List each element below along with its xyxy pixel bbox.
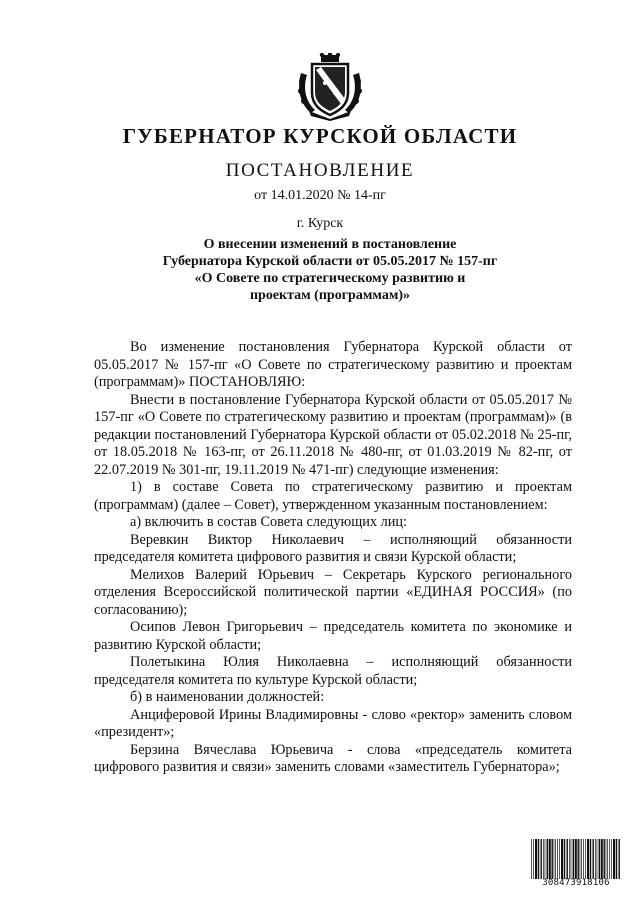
barcode-bar [567, 839, 568, 879]
barcode-bar [585, 839, 586, 879]
body-paragraph: Внести в постановление Губернатора Курской области от 05.05.2017 № 157-пг «О Совете по стратегическому развитию и проектам (программам)» (в редакции постановлений Губернатора Курской области от 05.02.2018 № 25-пг, от 18.05.2018 № 163-пг, от 26.11.2018 № 480-пг, от 01.03.2019 № 82-пг, от 22.07.2019 № 301-пг, 19.11.2019 № 471-пг) следующие изменения: [94, 391, 572, 478]
barcode-bar [597, 839, 598, 879]
heading-line: «О Совете по стратегическому развитию и [194, 271, 466, 286]
heading-line: проектам (программам)» [249, 288, 411, 303]
document-barcode [530, 839, 622, 879]
barcode-bar [573, 839, 574, 879]
body-paragraph: Полетыкина Юлия Николаевна – исполняющий обязанности председателя комитета по культуре Курской области; [94, 654, 572, 688]
barcode-bar [557, 839, 558, 879]
heading-line: О внесении изменений в постановление [203, 237, 457, 252]
barcode-number: 308473918106 [542, 878, 610, 888]
heading-line: Губернатора Курской области от 05.05.2017 № 157-пг [162, 254, 498, 269]
barcode-bar [581, 839, 582, 879]
barcode-bar [607, 839, 608, 879]
barcode-bar [604, 839, 605, 879]
barcode-bar [535, 839, 537, 879]
barcode-bar [543, 839, 544, 879]
barcode-bar [545, 839, 546, 879]
barcode-bar [583, 839, 584, 879]
barcode-bar [569, 839, 570, 879]
document-type: ПОСТАНОВЛЕНИЕ [225, 160, 415, 181]
document-heading [100, 236, 560, 304]
barcode-bar [555, 839, 556, 879]
body-paragraph: б) в наименовании должностей: [130, 689, 325, 705]
barcode-bar [554, 839, 555, 879]
document-city: г. Курск [296, 216, 344, 231]
barcode-bar [541, 839, 542, 879]
body-paragraph: Веревкин Виктор Николаевич – исполняющий обязанности председателя комитета цифрового развития и связи Курской области; [94, 531, 572, 565]
barcode-bar [616, 839, 617, 879]
barcode-bar [575, 839, 577, 879]
body-paragraph: Мелихов Валерий Юрьевич – Секретарь Курского регионального отделения Всероссийской политической партии «ЕДИНАЯ РОССИЯ» (по согласованию); [94, 566, 572, 618]
body-paragraph: Осипов Левон Григорьевич – председатель комитета по экономике и развитию Курской области; [94, 619, 572, 653]
barcode-bar [578, 839, 579, 879]
issuing-authority: ГУБЕРНАТОР КУРСКОЙ ОБЛАСТИ [122, 124, 518, 148]
barcode-bar [609, 839, 610, 879]
barcode-bar [533, 839, 534, 879]
body-paragraph: Берзина Вячеслава Юрьевича - слова «председатель комитета цифрового развития и связи» заменить словами «заместитель Губернатора»; [94, 741, 572, 775]
barcode-bar [590, 839, 591, 879]
document-body [94, 339, 572, 777]
barcode-bar [561, 839, 563, 879]
barcode-bar [613, 839, 615, 879]
barcode-bar [619, 839, 620, 879]
document-date-number: от 14.01.2020 № 14-пг [254, 188, 386, 203]
body-paragraph: Во изменение постановления Губернатора Курской области от 05.05.2017 № 157-пг «О Совете по стратегическому развитию и проектам (программам)» ПОСТАНОВЛЯЮ: [94, 339, 572, 390]
barcode-bar [547, 839, 548, 879]
barcode-bar [531, 839, 532, 879]
barcode-bar [595, 839, 596, 879]
barcode-bar [571, 839, 572, 879]
barcode-bar [606, 839, 607, 879]
barcode-bar [587, 839, 589, 879]
barcode-bar [593, 839, 594, 879]
body-paragraph: а) включить в состав Совета следующих лиц: [130, 514, 408, 530]
barcode-bar [552, 839, 553, 879]
body-paragraph: 1) в составе Совета по стратегическому развитию и проектам (программам) (далее – Совет), утвержденном указанным постановлением: [94, 479, 572, 513]
barcode-bar [599, 839, 600, 879]
barcode-bar [538, 839, 539, 879]
barcode-bar [564, 839, 565, 879]
barcode-bar [580, 839, 581, 879]
barcode-bar [549, 839, 551, 879]
barcode-bar [611, 839, 612, 879]
barcode-bar [601, 839, 603, 879]
barcode-bar [559, 839, 560, 879]
coat-of-arms-emblem [295, 53, 365, 121]
body-paragraph: Анциферовой Ирины Владимировны - слово «ректор» заменить словом «президент»; [94, 706, 572, 740]
